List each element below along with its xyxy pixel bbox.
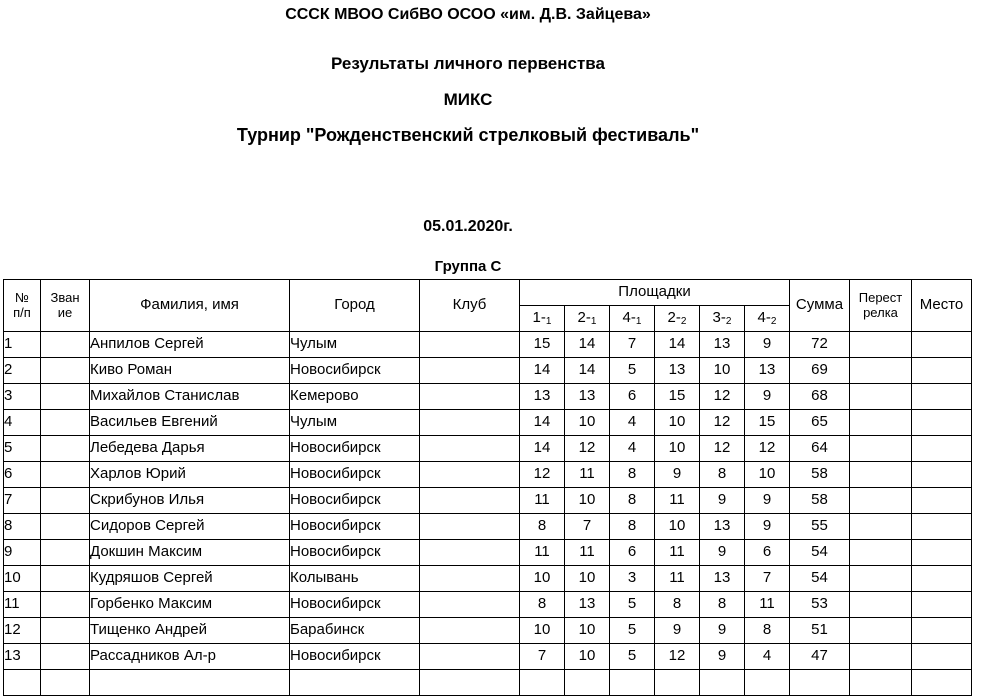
cell-score: 6 xyxy=(610,540,655,566)
cell-score: 9 xyxy=(700,618,745,644)
cell-rank xyxy=(41,462,90,488)
header-place: Место xyxy=(912,280,972,332)
category-title: МИКС xyxy=(443,90,493,109)
cell-rank xyxy=(41,488,90,514)
cell-club xyxy=(420,670,520,696)
header-venues: Площадки xyxy=(520,280,790,306)
cell-num: 6 xyxy=(4,462,41,488)
table-row xyxy=(4,644,972,670)
cell-score: 10 xyxy=(565,618,610,644)
cell-name: Киво Роман xyxy=(90,358,290,384)
cell-place xyxy=(912,540,972,566)
cell-score: 8 xyxy=(610,462,655,488)
header-num: № п/п xyxy=(4,280,41,332)
cell-place xyxy=(912,410,972,436)
cell-sum: 68 xyxy=(790,384,850,410)
cell-score xyxy=(700,670,745,696)
cell-score: 11 xyxy=(655,540,700,566)
cell-score: 15 xyxy=(520,332,565,358)
cell-score: 4 xyxy=(610,410,655,436)
header-shootoff: Перест релка xyxy=(850,280,912,332)
cell-club xyxy=(420,384,520,410)
cell-club xyxy=(420,592,520,618)
cell-name: Кудряшов Сергей xyxy=(90,566,290,592)
cell-score: 11 xyxy=(655,488,700,514)
cell-place xyxy=(912,462,972,488)
cell-score: 9 xyxy=(745,514,790,540)
cell-score: 4 xyxy=(610,436,655,462)
cell-place xyxy=(912,566,972,592)
cell-score: 12 xyxy=(700,436,745,462)
cell-place xyxy=(912,618,972,644)
cell-score: 12 xyxy=(655,644,700,670)
cell-score: 10 xyxy=(745,462,790,488)
cell-score: 12 xyxy=(745,436,790,462)
table-row xyxy=(4,566,972,592)
cell-score: 7 xyxy=(610,332,655,358)
cell-score: 10 xyxy=(700,358,745,384)
cell-num: 8 xyxy=(4,514,41,540)
cell-club xyxy=(420,644,520,670)
cell-shootoff xyxy=(850,566,912,592)
cell-score: 11 xyxy=(520,540,565,566)
cell-place xyxy=(912,332,972,358)
cell-score: 14 xyxy=(520,410,565,436)
cell-club xyxy=(420,566,520,592)
table-row xyxy=(4,410,972,436)
cell-score: 13 xyxy=(700,514,745,540)
cell-shootoff xyxy=(850,540,912,566)
cell-score: 11 xyxy=(520,488,565,514)
cell-score: 10 xyxy=(655,436,700,462)
cell-rank xyxy=(41,618,90,644)
cell-score: 13 xyxy=(565,592,610,618)
cell-score: 14 xyxy=(520,358,565,384)
cell-score: 10 xyxy=(655,410,700,436)
header-venue-6: $4-_2$ xyxy=(745,306,790,332)
cell-score: 9 xyxy=(745,384,790,410)
cell-score: 15 xyxy=(655,384,700,410)
cell-num xyxy=(4,670,41,696)
cell-place xyxy=(912,644,972,670)
cell-score: 10 xyxy=(565,644,610,670)
cell-name: Горбенко Максим xyxy=(90,592,290,618)
cell-score: 9 xyxy=(700,644,745,670)
cell-score: 6 xyxy=(610,384,655,410)
cell-shootoff xyxy=(850,358,912,384)
cell-city: Кемерово xyxy=(290,384,420,410)
cell-rank xyxy=(41,436,90,462)
cell-club xyxy=(420,488,520,514)
cell-score xyxy=(745,670,790,696)
cell-num: 3 xyxy=(4,384,41,410)
cell-score xyxy=(655,670,700,696)
cell-score: 5 xyxy=(610,644,655,670)
table-row xyxy=(4,462,972,488)
cell-name xyxy=(90,670,290,696)
table-row xyxy=(4,618,972,644)
cell-score: 11 xyxy=(565,540,610,566)
cell-num: 9 xyxy=(4,540,41,566)
cell-shootoff xyxy=(850,488,912,514)
cell-score: 9 xyxy=(700,540,745,566)
cell-sum: 54 xyxy=(790,540,850,566)
cell-sum: 64 xyxy=(790,436,850,462)
cell-club xyxy=(420,436,520,462)
table-row xyxy=(4,592,972,618)
cell-shootoff xyxy=(850,592,912,618)
group-label: Группа С xyxy=(434,258,502,275)
cell-score: 11 xyxy=(655,566,700,592)
cell-score: 8 xyxy=(700,592,745,618)
cell-score: 15 xyxy=(745,410,790,436)
header-name: Фамилия, имя xyxy=(90,280,290,332)
cell-sum: 69 xyxy=(790,358,850,384)
cell-num: 1 xyxy=(4,332,41,358)
cell-score: 8 xyxy=(700,462,745,488)
header-club: Клуб xyxy=(420,280,520,332)
cell-sum: 72 xyxy=(790,332,850,358)
cell-city: Новосибирск xyxy=(290,488,420,514)
table-row xyxy=(4,384,972,410)
cell-shootoff xyxy=(850,644,912,670)
cell-rank xyxy=(41,358,90,384)
header-sum: Сумма xyxy=(790,280,850,332)
header-rank: Зван ие xyxy=(41,280,90,332)
table-row xyxy=(4,358,972,384)
event-date: 05.01.2020г. xyxy=(423,218,513,235)
cell-score: 13 xyxy=(700,332,745,358)
cell-city: Новосибирск xyxy=(290,358,420,384)
cell-score: 14 xyxy=(565,358,610,384)
table-row xyxy=(4,540,972,566)
cell-rank xyxy=(41,410,90,436)
cell-name: Васильев Евгений xyxy=(90,410,290,436)
cell-score: 9 xyxy=(745,332,790,358)
cell-shootoff xyxy=(850,462,912,488)
cell-score: 8 xyxy=(655,592,700,618)
cell-score: 13 xyxy=(520,384,565,410)
cell-city xyxy=(290,670,420,696)
cell-rank xyxy=(41,644,90,670)
cell-score: 10 xyxy=(520,618,565,644)
cell-num: 5 xyxy=(4,436,41,462)
cell-city: Новосибирск xyxy=(290,436,420,462)
cell-score: 12 xyxy=(700,410,745,436)
cell-name: Рассадников Ал-р xyxy=(90,644,290,670)
cell-city: Новосибирск xyxy=(290,514,420,540)
cell-score: 13 xyxy=(700,566,745,592)
header-venue-2: $2-_1$ xyxy=(565,306,610,332)
cell-score: 11 xyxy=(565,462,610,488)
cell-place xyxy=(912,592,972,618)
cell-num: 12 xyxy=(4,618,41,644)
table-row xyxy=(4,488,972,514)
cell-name: Михайлов Станислав xyxy=(90,384,290,410)
cell-score: 14 xyxy=(655,332,700,358)
header-venue-1: $1-_1$ xyxy=(520,306,565,332)
cell-num: 2 xyxy=(4,358,41,384)
cell-score: 13 xyxy=(565,384,610,410)
cell-city: Колывань xyxy=(290,566,420,592)
cell-name: Тищенко Андрей xyxy=(90,618,290,644)
cell-place xyxy=(912,488,972,514)
cell-city: Новосибирск xyxy=(290,462,420,488)
cell-shootoff xyxy=(850,332,912,358)
results-title: Результаты личного первенства xyxy=(331,54,605,73)
cell-score: 6 xyxy=(745,540,790,566)
cell-score: 10 xyxy=(520,566,565,592)
cell-num: 10 xyxy=(4,566,41,592)
cell-score: 9 xyxy=(655,462,700,488)
cell-score: 13 xyxy=(745,358,790,384)
table-row xyxy=(4,332,972,358)
cell-sum: 54 xyxy=(790,566,850,592)
cell-sum: 53 xyxy=(790,592,850,618)
cell-city: Новосибирск xyxy=(290,644,420,670)
cell-num: 11 xyxy=(4,592,41,618)
cell-shootoff xyxy=(850,618,912,644)
cell-shootoff xyxy=(850,514,912,540)
cell-city: Новосибирск xyxy=(290,540,420,566)
cell-score: 13 xyxy=(655,358,700,384)
cell-club xyxy=(420,332,520,358)
cell-score: 7 xyxy=(565,514,610,540)
cell-name: Сидоров Сергей xyxy=(90,514,290,540)
table-row xyxy=(4,670,972,696)
cell-score: 4 xyxy=(745,644,790,670)
cell-score: 9 xyxy=(700,488,745,514)
cell-score xyxy=(610,670,655,696)
cell-score: 10 xyxy=(565,488,610,514)
table-row xyxy=(4,514,972,540)
cell-name: Лебедева Дарья xyxy=(90,436,290,462)
cell-score: 3 xyxy=(610,566,655,592)
cell-score: 10 xyxy=(565,566,610,592)
cell-rank xyxy=(41,514,90,540)
cell-num: 13 xyxy=(4,644,41,670)
cell-score: 5 xyxy=(610,618,655,644)
header-venue-3: $4-_1$ xyxy=(610,306,655,332)
table-row xyxy=(4,436,972,462)
cell-rank xyxy=(41,592,90,618)
cell-name: Скрибунов Илья xyxy=(90,488,290,514)
cell-name: Докшин Максим xyxy=(90,540,290,566)
cell-sum: 58 xyxy=(790,462,850,488)
cell-club xyxy=(420,462,520,488)
cell-score xyxy=(520,670,565,696)
cell-name: Харлов Юрий xyxy=(90,462,290,488)
cell-sum: 51 xyxy=(790,618,850,644)
cell-score: 9 xyxy=(745,488,790,514)
cell-city: Новосибирск xyxy=(290,592,420,618)
header-venue-4: $2-_2$ xyxy=(655,306,700,332)
cell-score: 10 xyxy=(655,514,700,540)
cell-rank xyxy=(41,566,90,592)
cell-score: 14 xyxy=(520,436,565,462)
cell-rank xyxy=(41,670,90,696)
cell-club xyxy=(420,540,520,566)
header-venue-5: $3-_2$ xyxy=(700,306,745,332)
cell-city: Чулым xyxy=(290,410,420,436)
cell-city: Чулым xyxy=(290,332,420,358)
cell-sum: 65 xyxy=(790,410,850,436)
cell-score: 7 xyxy=(745,566,790,592)
cell-place xyxy=(912,358,972,384)
cell-score: 5 xyxy=(610,592,655,618)
cell-club xyxy=(420,410,520,436)
cell-score: 11 xyxy=(745,592,790,618)
cell-club xyxy=(420,358,520,384)
cell-name: Анпилов Сергей xyxy=(90,332,290,358)
cell-score: 7 xyxy=(520,644,565,670)
cell-score: 12 xyxy=(520,462,565,488)
organization-title: СССК МВОО СибВО ОСОО «им. Д.В. Зайцева» xyxy=(285,6,651,23)
cell-score: 8 xyxy=(520,592,565,618)
results-table xyxy=(3,279,972,696)
cell-rank xyxy=(41,332,90,358)
cell-club xyxy=(420,618,520,644)
results-body xyxy=(4,332,972,696)
cell-shootoff xyxy=(850,670,912,696)
cell-score: 14 xyxy=(565,332,610,358)
cell-score: 8 xyxy=(745,618,790,644)
cell-club xyxy=(420,514,520,540)
cell-score xyxy=(565,670,610,696)
cell-score: 8 xyxy=(520,514,565,540)
cell-score: 12 xyxy=(565,436,610,462)
cell-sum: 58 xyxy=(790,488,850,514)
tournament-title: Турнир "Рожденственский стрелковый фестиваль" xyxy=(236,125,700,145)
cell-score: 12 xyxy=(700,384,745,410)
cell-score: 8 xyxy=(610,488,655,514)
cell-score: 9 xyxy=(655,618,700,644)
cell-score: 5 xyxy=(610,358,655,384)
cell-rank xyxy=(41,540,90,566)
header-city: Город xyxy=(290,280,420,332)
cell-place xyxy=(912,436,972,462)
cell-score: 8 xyxy=(610,514,655,540)
cell-place xyxy=(912,514,972,540)
cell-city: Барабинск xyxy=(290,618,420,644)
cell-sum: 55 xyxy=(790,514,850,540)
cell-rank xyxy=(41,384,90,410)
cell-score: 10 xyxy=(565,410,610,436)
table-header-row xyxy=(4,280,972,306)
cell-shootoff xyxy=(850,410,912,436)
cell-shootoff xyxy=(850,436,912,462)
cell-sum xyxy=(790,670,850,696)
cell-num: 7 xyxy=(4,488,41,514)
cell-place xyxy=(912,384,972,410)
cell-shootoff xyxy=(850,384,912,410)
cell-sum: 47 xyxy=(790,644,850,670)
cell-place xyxy=(912,670,972,696)
cell-num: 4 xyxy=(4,410,41,436)
